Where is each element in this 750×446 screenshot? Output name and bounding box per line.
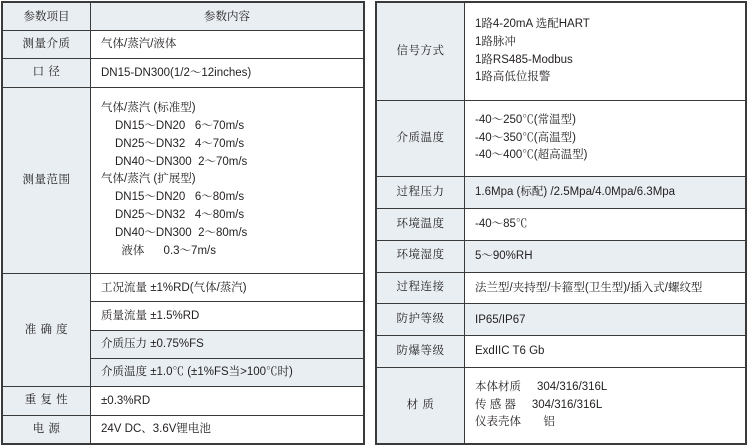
range-line: 气体/蒸汽 (标准型) (101, 102, 196, 115)
material-line: 本体材质 304/316/316L (475, 380, 608, 393)
range-line: DN40～DN300 2～80m/s (115, 226, 248, 239)
row-value-ambient-humidity: 5～90%RH (465, 240, 746, 272)
row-label-ambient-humidity: 环境湿度 (377, 240, 465, 272)
left-spec-panel (1, 1, 365, 445)
row-value-explosion-level: ExdIIC T6 Gb (465, 336, 746, 368)
row-value-diameter: DN15-DN300(1/2～12inches) (91, 59, 364, 87)
table-row (377, 368, 746, 444)
row-label-medium-temperature: 介质温度 (377, 101, 465, 177)
row-label-material: 材 质 (377, 368, 465, 444)
table-row (377, 336, 746, 368)
temp-line: -40～250℃(常温型) (475, 113, 576, 126)
table-row (377, 240, 746, 272)
range-line: DN15～DN20 6～80m/s (115, 191, 245, 204)
accuracy-working-flow: 工况流量 ±1%RD(气体/蒸汽) (91, 274, 364, 302)
row-label-accuracy: 准 确 度 (3, 274, 91, 387)
table-row (377, 208, 746, 240)
row-label-diameter: 口 径 (3, 59, 91, 87)
signal-line: 1路4-20mA 选配HART (475, 17, 590, 30)
row-label-medium: 测量介质 (3, 30, 91, 58)
table-row (377, 101, 746, 177)
signal-line: 1路高低位报警 (475, 71, 551, 84)
header-cell-param: 参数项目 (3, 3, 91, 31)
table-row (3, 30, 364, 58)
header-cell-content: 参数内容 (91, 3, 364, 31)
row-value-signal-type (465, 3, 746, 101)
row-label-process-pressure: 过程压力 (377, 177, 465, 209)
table-row (377, 3, 746, 101)
row-value-medium: 气体/蒸汽/液体 (91, 30, 364, 58)
row-label-protection-level: 防护等级 (377, 304, 465, 336)
range-line: DN15～DN20 6～70m/s (115, 119, 245, 132)
row-value-medium-temperature (465, 101, 746, 177)
signal-line: 1路脉冲 (475, 35, 516, 48)
accuracy-medium-temperature: 介质温度 ±1.0℃ (±1%FS当>100℃时) (91, 359, 364, 387)
table-row (3, 274, 364, 302)
temp-line: -40～350℃(高温型) (475, 131, 576, 144)
row-label-process-connection: 过程连接 (377, 272, 465, 304)
accuracy-medium-pressure: 介质压力 ±0.75%FS (91, 330, 364, 358)
range-line: 液体 0.3～7m/s (115, 244, 216, 257)
left-spec-table (2, 2, 364, 444)
accuracy-mass-flow: 质量流量 ±1.5%RD (91, 302, 364, 330)
range-line: DN25～DN32 4～70m/s (115, 137, 245, 150)
table-row (3, 387, 364, 415)
table-row (3, 87, 364, 274)
row-label-repeatability: 重 复 性 (3, 387, 91, 415)
material-line: 传 感 器 304/316/316L (475, 398, 603, 411)
row-value-ambient-temperature: -40～85℃ (465, 208, 746, 240)
table-header-row (3, 3, 364, 31)
table-row (377, 304, 746, 336)
right-spec-panel (375, 1, 747, 445)
row-value-repeatability: ±0.3%RD (91, 387, 364, 415)
range-line: DN25～DN32 4～80m/s (115, 209, 245, 221)
row-value-power: 24V DC、3.6V锂电池 (91, 415, 364, 443)
table-row (3, 59, 364, 87)
row-label-power: 电 源 (3, 415, 91, 443)
material-line: 仪表壳体 铝 (475, 416, 555, 429)
row-label-ambient-temperature: 环境温度 (377, 208, 465, 240)
range-line: DN40～DN300 2～70m/s (115, 155, 248, 168)
table-row (377, 272, 746, 304)
row-value-material (465, 368, 746, 444)
table-row (377, 177, 746, 209)
row-value-process-connection: 法兰型/夹持型/卡箍型(卫生型)/插入式/螺纹型 (465, 272, 746, 304)
row-value-protection-level: IP65/IP67 (465, 304, 746, 336)
table-row (3, 415, 364, 443)
row-label-signal-type: 信号方式 (377, 3, 465, 101)
row-value-process-pressure: 1.6Mpa (标配) /2.5Mpa/4.0Mpa/6.3Mpa (465, 177, 746, 209)
right-spec-table (376, 2, 746, 444)
row-label-explosion-level: 防爆等级 (377, 336, 465, 368)
range-line: 气体/蒸汽 (扩展型) (101, 173, 196, 186)
temp-line: -40～400℃(超高温型) (475, 149, 588, 162)
signal-line: 1路RS485-Modbus (475, 53, 573, 66)
row-value-range (91, 87, 364, 274)
row-label-range: 测量范围 (3, 87, 91, 274)
